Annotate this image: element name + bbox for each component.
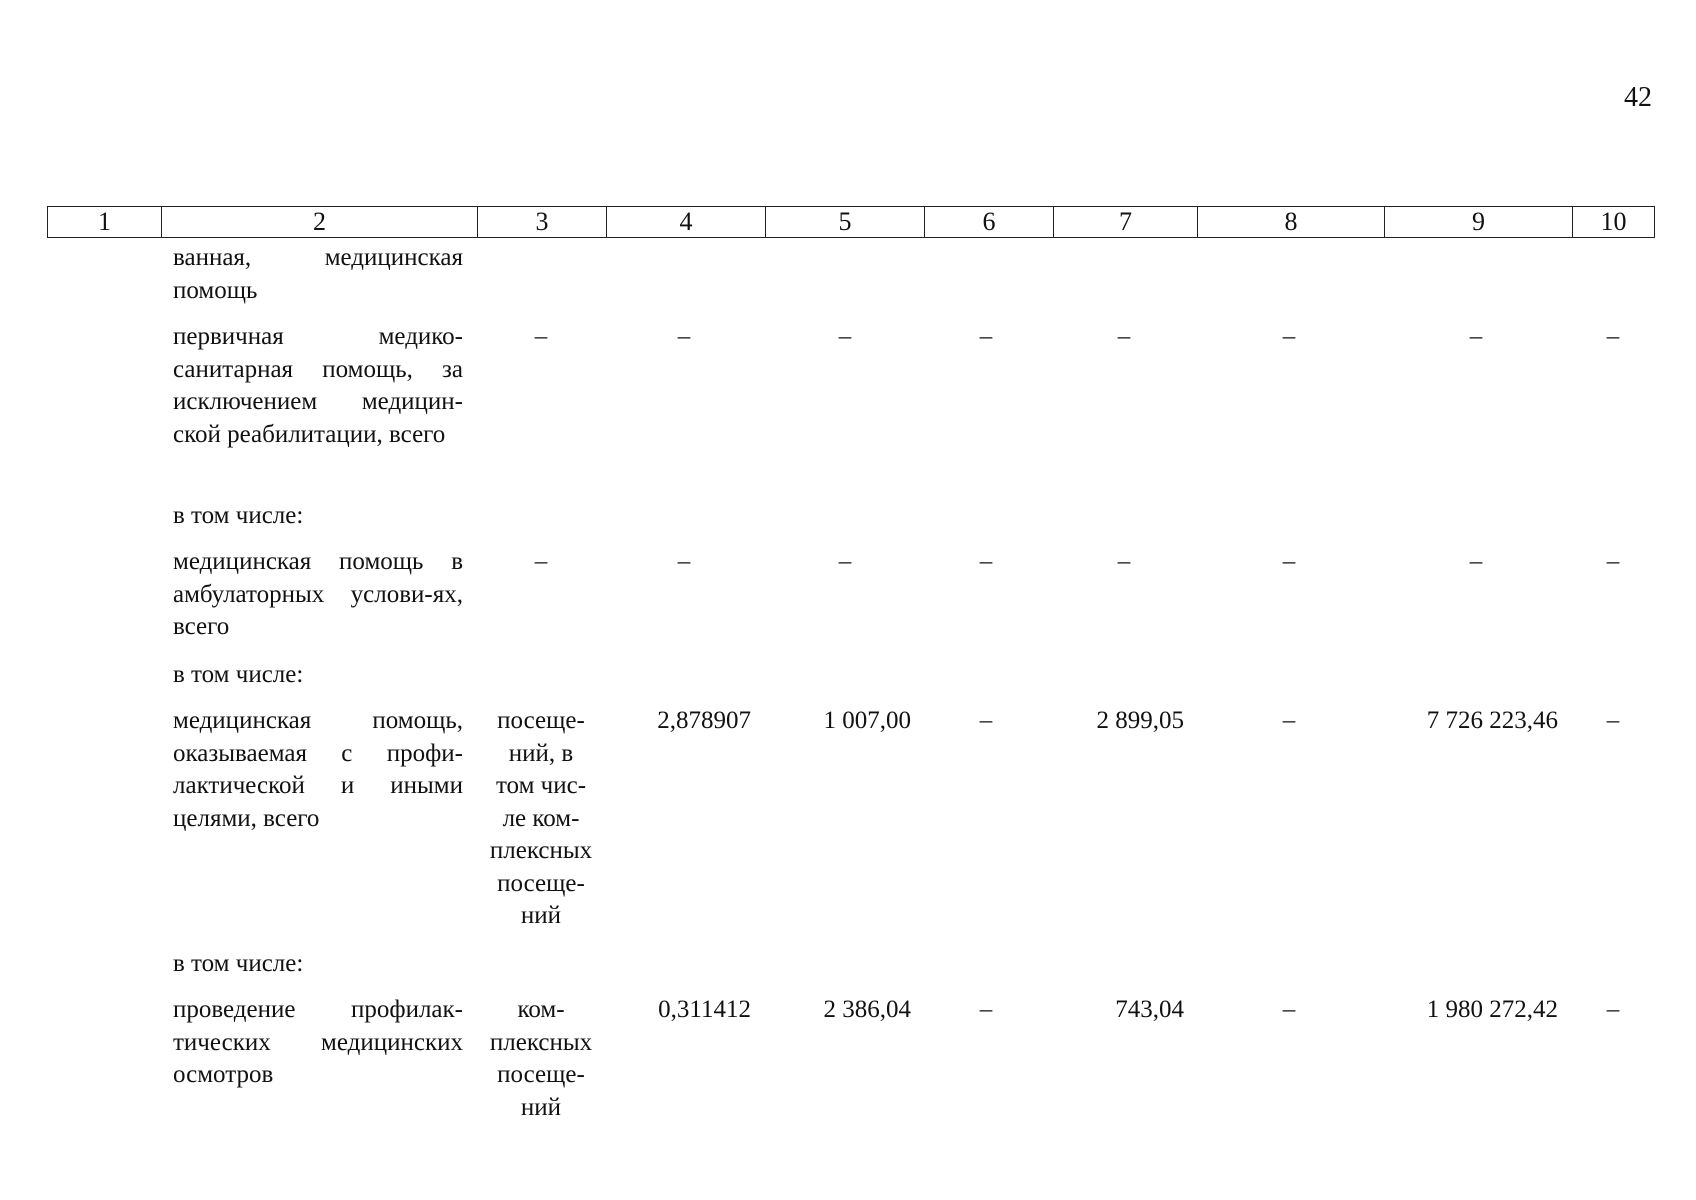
value-col-4: 2,878907 <box>657 707 751 734</box>
unit-cell: посеще-ний, в том чис-ле ком-плексных посеще-ний <box>489 707 593 929</box>
value-col-10: – <box>1606 323 1620 350</box>
row-description: в том числе: <box>173 661 304 688</box>
column-number-6: 6 <box>925 207 1054 238</box>
unit-cell: – <box>534 323 548 350</box>
value-col-10: – <box>1606 707 1620 734</box>
value-col-7: 743,04 <box>1115 996 1184 1023</box>
column-number-8: 8 <box>1198 207 1385 238</box>
row-description: медицинская помощь в амбулаторных услови-ях, всего <box>173 548 463 640</box>
value-col-10: – <box>1606 548 1620 575</box>
row-description: первичная медико-санитарная помощь, за исключением медицин-ской реабилитации, всего <box>173 323 463 448</box>
value-col-5: 2 386,04 <box>823 996 911 1023</box>
column-number-4: 4 <box>607 207 766 238</box>
value-col-4: – <box>677 323 691 350</box>
value-col-8: – <box>1282 996 1296 1023</box>
value-col-5: – <box>838 548 852 575</box>
value-col-9: 7 726 223,46 <box>1426 707 1558 734</box>
column-number-2: 2 <box>162 207 478 238</box>
value-col-8: – <box>1282 707 1296 734</box>
value-col-6: – <box>979 548 993 575</box>
column-number-1: 1 <box>48 207 162 238</box>
value-col-10: – <box>1606 996 1620 1023</box>
column-number-header <box>47 206 1655 238</box>
value-col-6: – <box>979 707 993 734</box>
value-col-6: – <box>979 996 993 1023</box>
value-col-9: – <box>1469 548 1483 575</box>
row-description: медицинская помощь, оказываемая с профи-лактической и иными целями, всего <box>173 707 463 832</box>
value-col-7: – <box>1117 323 1131 350</box>
value-col-7: 2 899,05 <box>1096 707 1184 734</box>
value-col-8: – <box>1282 548 1296 575</box>
value-col-9: – <box>1469 323 1483 350</box>
row-description: проведение профилак-тических медицинских осмотров <box>173 996 463 1088</box>
unit-cell: – <box>534 548 548 575</box>
row-description: в том числе: <box>173 950 304 977</box>
column-number-5: 5 <box>766 207 925 238</box>
unit-cell: ком-плексных посеще-ний <box>489 996 593 1121</box>
column-number-3: 3 <box>478 207 607 238</box>
value-col-6: – <box>979 323 993 350</box>
value-col-4: – <box>677 548 691 575</box>
value-col-7: – <box>1117 548 1131 575</box>
value-col-8: – <box>1282 323 1296 350</box>
column-number-10: 10 <box>1573 207 1655 238</box>
value-col-4: 0,311412 <box>658 996 751 1023</box>
value-col-5: – <box>838 323 852 350</box>
column-number-9: 9 <box>1385 207 1573 238</box>
page-number: 42 <box>1624 82 1652 113</box>
row-description: в том числе: <box>173 502 304 529</box>
value-col-9: 1 980 272,42 <box>1426 996 1558 1023</box>
column-number-7: 7 <box>1054 207 1198 238</box>
value-col-5: 1 007,00 <box>823 707 911 734</box>
row-description: ванная, медицинская помощь <box>173 244 463 304</box>
